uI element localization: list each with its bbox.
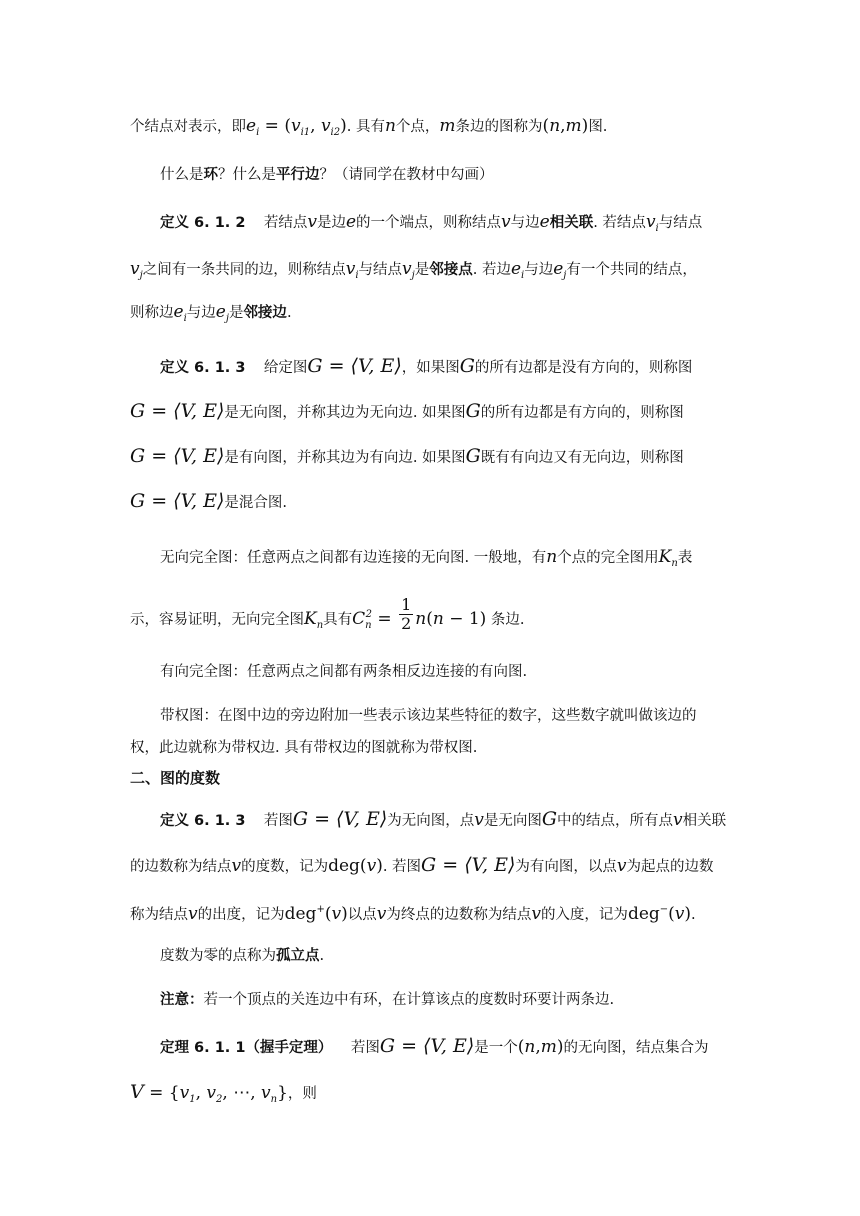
term-adjacent-edge: 邻接边 xyxy=(243,305,287,321)
text: 若图 xyxy=(263,813,293,829)
text: . xyxy=(319,948,325,964)
text: 示，容易证明，无向完全图 xyxy=(130,612,304,628)
section-heading xyxy=(130,767,742,790)
paragraph-line xyxy=(160,705,742,727)
term-incident: 相关联 xyxy=(549,215,594,231)
text: . xyxy=(286,305,292,321)
text: 的无向图，结点集合为 xyxy=(563,1040,709,1056)
text: 与边 xyxy=(524,262,554,278)
math-nm: (n,m) xyxy=(542,116,589,136)
text: 的一个端点，则称结点 xyxy=(356,215,502,231)
paragraph-line: 示，容易证明，无向完全图$K_n$具有$C_n^2$ = $\frac{1}{2}$ n(n − 1) 条边. xyxy=(130,594,525,633)
text: 具有 xyxy=(323,612,353,628)
text: 以点 xyxy=(347,907,377,923)
text: 的所有边都是没有方向的，则称图 xyxy=(474,360,693,376)
paragraph-line: 无向完全图：任意两点之间都有边连接的无向图. 一般地，有n个点的完全图用$K_n$表 xyxy=(160,547,693,569)
definition-line: 定义 6. 1. 3 若图G = ⟨V, E⟩为无向图，点v是无向图G中的结点，所有点v相关联 xyxy=(160,808,727,830)
text: . xyxy=(691,907,696,923)
theorem-line: $V = \{v_1$, $v_2$, ⋯, $v_n$}，则 xyxy=(130,1081,317,1105)
definition-line xyxy=(130,445,742,469)
text: 若一个顶点的关连边中有环，在计算该点的度数时环要计两条边. xyxy=(203,992,615,1008)
math-m: m xyxy=(439,116,456,136)
text: 是边 xyxy=(316,215,346,231)
math-graph: G = ⟨V, E⟩ xyxy=(292,808,388,830)
math-graph: G = ⟨V, E⟩ xyxy=(307,355,402,377)
text: 什么是 xyxy=(160,167,204,183)
text: 为有向图，以点 xyxy=(515,859,617,875)
math-n: n xyxy=(384,116,396,136)
definition-line xyxy=(130,490,742,514)
text: 带权图：在图中边的旁边附加一些表示该边某些特征的数字，这些数字就叫做该边的 xyxy=(160,708,697,724)
text: 条边的图称为 xyxy=(455,119,543,135)
text: 之间有一条共同的边，则称结点 xyxy=(142,262,346,278)
text: 的所有边都是有方向的，则称图 xyxy=(480,405,684,421)
math-outdeg: deg+(v) xyxy=(284,904,348,924)
term-isolated: 孤立点 xyxy=(276,948,320,964)
math-graph: G = ⟨V, E⟩ xyxy=(130,490,225,512)
math-graph: G = ⟨V, E⟩ xyxy=(130,445,225,467)
math-G: G xyxy=(465,445,481,467)
definition-line xyxy=(130,400,742,424)
definition-title: 定义 6. 1. 3 xyxy=(160,813,246,829)
text: 的入度，记为 xyxy=(540,907,628,923)
text: 若结点 xyxy=(263,215,308,231)
text: 条边. xyxy=(490,612,525,628)
paragraph-line: 个结点对表示，即$e_i = (v_{i1}$, $v_{i2}$). 具有n个点，m条边的图称为(n,m)图. xyxy=(130,116,608,138)
text: ，则 xyxy=(287,1086,317,1102)
definition-line xyxy=(160,355,742,379)
text: 有一个共同的结点， xyxy=(566,262,697,278)
math-graph: G = ⟨V, E⟩ xyxy=(379,1035,475,1057)
text: 与边 xyxy=(186,305,216,321)
text: 是混合图. xyxy=(224,495,287,511)
text: 为起点的边数 xyxy=(626,859,714,875)
note-label: 注意： xyxy=(160,992,204,1008)
definition-line: 称为结点v的出度，记为deg+(v)以点v为终点的边数称为结点v的入度，记为deg−(v). xyxy=(130,904,696,924)
text: 是有向图，并称其边为有向边. 如果图 xyxy=(224,450,466,466)
text: 与边 xyxy=(510,215,540,231)
term-loop: 环 xyxy=(203,167,218,183)
math-G: G xyxy=(459,355,475,377)
definition-line: 的边数称为结点v的度数，记为deg(v). 若图G = ⟨V, E⟩为有向图，以点v为起点的边数 xyxy=(130,854,714,876)
text: 相关联 xyxy=(682,813,727,829)
math-graph: G = ⟨V, E⟩ xyxy=(421,854,516,876)
text: 是无向图，并称其边为无向边. 如果图 xyxy=(224,405,466,421)
text: 是无向图 xyxy=(483,813,542,829)
definition-line: 定义 6. 1. 2 若结点v是边e的一个端点，则称结点v与边e相关联. 若结点$v_i$与结点 xyxy=(160,212,703,234)
text: 为终点的边数称为结点 xyxy=(386,907,532,923)
text: 的度数，记为 xyxy=(241,859,329,875)
text: . 具有 xyxy=(346,119,385,135)
text: 则称边 xyxy=(130,305,174,321)
math-deg: deg(v) xyxy=(328,856,383,876)
paragraph-line xyxy=(160,945,742,967)
term-adjacent-vertex: 邻接点 xyxy=(429,262,473,278)
text: 与结点 xyxy=(658,215,703,231)
text: 图. xyxy=(588,119,608,135)
text: 个结点对表示，即 xyxy=(130,119,246,135)
text: 是 xyxy=(414,262,430,278)
text: 给定图 xyxy=(263,360,308,376)
section-title: 二、图的度数 xyxy=(130,769,221,787)
definition-line: $v_j$之间有一条共同的边，则称结点$v_i$与结点$v_j$是邻接点. 若边$e_i$与边$e_j$有一个共同的结点， xyxy=(130,259,697,281)
paragraph-line xyxy=(160,164,742,186)
math-ei: $e_i$ xyxy=(246,116,260,138)
math-graph: G = ⟨V, E⟩ xyxy=(130,400,225,422)
definition-title: 定义 6. 1. 2 xyxy=(160,215,246,231)
text: 是一个 xyxy=(474,1040,518,1056)
math-vertex-set: V xyxy=(130,1081,144,1103)
text: 度数为零的点称为 xyxy=(160,948,276,964)
text: 无向完全图：任意两点之间都有边连接的无向图. 一般地，有 xyxy=(160,550,547,566)
text: ？（请同学在教材中勾画） xyxy=(319,167,494,183)
text: ，如果图 xyxy=(401,360,460,376)
term-parallel-edge: 平行边 xyxy=(276,167,320,183)
text: 既有有向边又有无向边，则称图 xyxy=(480,450,684,466)
text: 的边数称为结点 xyxy=(130,859,232,875)
text: ？什么是 xyxy=(218,167,276,183)
math-indeg: deg−(v) xyxy=(627,904,692,924)
text: . 若结点 xyxy=(593,215,646,231)
definition-title: 定义 6. 1. 3 xyxy=(160,360,246,376)
text: 若图 xyxy=(350,1040,380,1056)
text: 与结点 xyxy=(358,262,403,278)
text: 有向完全图：任意两点之间都有两条相反边连接的有向图. xyxy=(160,664,528,680)
theorem-line: 定理 6. 1. 1（握手定理） 若图G = ⟨V, E⟩是一个(n,m)的无向图，结点集合为 xyxy=(160,1035,709,1057)
paragraph-line xyxy=(130,737,742,759)
text: 个点的完全图用 xyxy=(557,550,659,566)
text: 为无向图，点 xyxy=(387,813,475,829)
fraction-half: $\frac{1}{2}$ xyxy=(401,594,412,633)
math-G: G xyxy=(465,400,481,422)
paragraph-line xyxy=(160,661,742,683)
text: 表 xyxy=(677,550,693,566)
definition-line: 则称边$e_i$与边$e_j$是邻接边. xyxy=(130,302,292,324)
text: 的出度，记为 xyxy=(197,907,285,923)
theorem-title: 定理 6. 1. 1（握手定理） xyxy=(160,1040,333,1056)
note-line xyxy=(160,989,742,1011)
text: . 若边 xyxy=(472,262,511,278)
text: 权，此边就称为带权边. 具有带权边的图就称为带权图. xyxy=(130,740,478,756)
text: 称为结点 xyxy=(130,907,188,923)
text: 个点， xyxy=(395,119,440,135)
text: 中的结点，所有点 xyxy=(557,813,674,829)
text: 是 xyxy=(228,305,244,321)
text: . 若图 xyxy=(382,859,422,875)
